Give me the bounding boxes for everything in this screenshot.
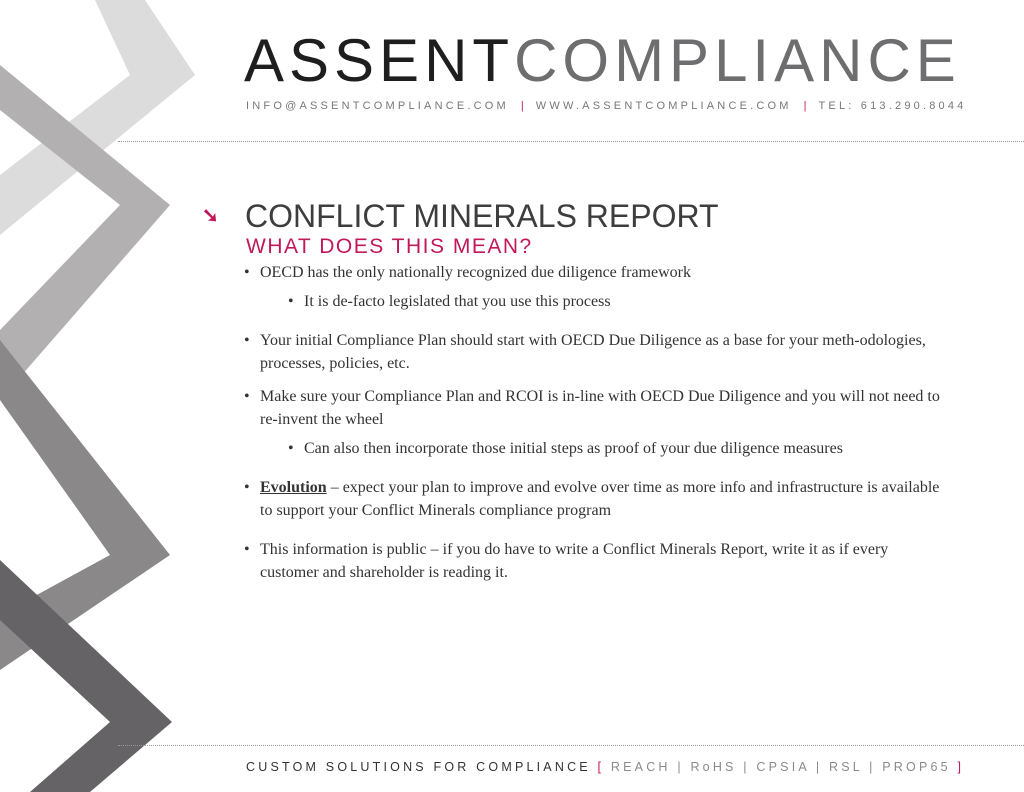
pink-arrow-down-right-icon: ➘ <box>202 205 219 227</box>
bullet-marker: • <box>244 541 250 558</box>
list-item: • Your initial Compliance Plan should start with OECD Due Diligence as a base for your meth-odologies, processes, policies, etc. <box>244 329 946 375</box>
list-item: • Make sure your Compliance Plan and RCOI is in-line with OECD Due Diligence and you will not need to re-invent the wheel <box>244 385 946 431</box>
decorative-chevrons <box>0 0 240 792</box>
compliance-tags: REACH | RoHS | CPSIA | RSL | PROP65 <box>610 760 951 774</box>
header-divider <box>118 141 1024 142</box>
separator: | <box>803 100 807 112</box>
bullet-marker: • <box>244 479 250 496</box>
separator: | <box>520 100 524 112</box>
close-bracket: ] <box>957 760 965 774</box>
emphasis-term: Evolution <box>260 479 327 496</box>
list-item: • This information is public – if you do have to write a Conflict Minerals Report, write it as if every customer and shareholder is reading it. <box>244 538 946 584</box>
open-bracket: [ <box>597 760 605 774</box>
bullet-marker: • <box>244 332 250 349</box>
list-item: • It is de-facto legislated that you use this process <box>244 290 946 313</box>
phone-number: TEL: 613.290.8044 <box>818 100 967 112</box>
section-subtitle: WHAT DOES THIS MEAN? <box>246 235 533 258</box>
section-title: CONFLICT MINERALS REPORT <box>245 198 719 234</box>
footer-tagline <box>246 760 964 774</box>
brand-name-part-1: ASSENT <box>244 27 515 94</box>
bullet-marker: • <box>288 293 294 310</box>
tagline: CUSTOM SOLUTIONS FOR COMPLIANCE <box>246 760 591 774</box>
list-item: • Can also then incorporate those initial steps as proof of your due diligence measures <box>244 437 946 460</box>
bullet-marker: • <box>288 440 294 457</box>
bullet-marker: • <box>244 388 250 405</box>
brand-name-part-2: COMPLIANCE <box>514 27 961 94</box>
brand-logo <box>244 28 961 94</box>
list-item: • Evolution – expect your plan to improve and evolve over time as more info and infrastructure is available to support your Conflict Minerals compliance program <box>244 476 946 522</box>
website-link[interactable]: WWW.ASSENTCOMPLIANCE.COM <box>535 100 792 112</box>
contact-line <box>246 100 967 112</box>
bullet-list <box>244 261 946 584</box>
bullet-marker: • <box>244 264 250 281</box>
email-link[interactable]: INFO@ASSENTCOMPLIANCE.COM <box>246 100 509 112</box>
footer-divider <box>118 745 1024 746</box>
list-item: • OECD has the only nationally recognized due diligence framework <box>244 261 946 284</box>
